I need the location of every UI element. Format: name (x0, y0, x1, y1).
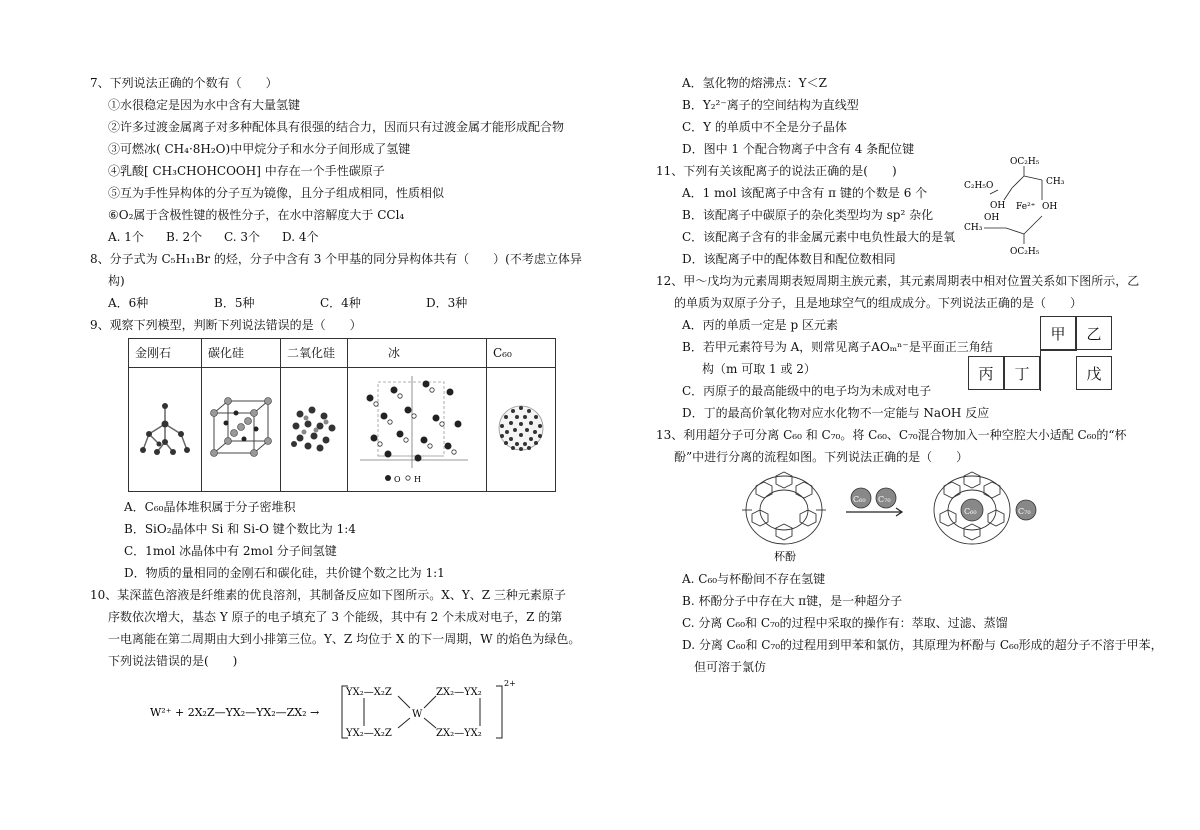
equation-bottom-right: ZX₂—YX₂ (436, 728, 482, 739)
q10-stem-2: 序数依次增大，基态 Y 原子的电子填充了 3 个能级，其中有 2 个未成对电子，Z 的第 (108, 610, 563, 624)
q10-option-a[interactable]: A．氢化物的熔沸点：Y＜Z (682, 76, 827, 90)
q11-option-a[interactable]: A．1 mol 该配离子中含有 π 键的个数是 6 个 (682, 186, 928, 200)
ice-legend-h: H (414, 475, 421, 484)
q12-option-b-cont: 构（m 可取 1 或 2） (702, 362, 816, 376)
q10-reaction-equation (150, 678, 550, 746)
q13-option-a[interactable]: A. C₆₀与杯酚间不存在氢键 (682, 572, 826, 586)
q10-option-b[interactable]: B．Y₂²⁻离子的空间结构为直线型 (682, 98, 859, 112)
q11-option-d[interactable]: D．该配离子中的配体数目和配位数相同 (682, 252, 896, 266)
svg-text:C₇₀: C₇₀ (878, 495, 891, 504)
cell-ding: 丁 (1004, 356, 1040, 390)
header-diamond: 金刚石 (129, 339, 202, 368)
header-sic: 碳化硅 (202, 339, 281, 368)
svg-text:CH₃: CH₃ (964, 223, 983, 233)
c60-model (487, 368, 556, 492)
q13-stem-1: 13、利用超分子可分离 C₆₀ 和 C₇₀。将 C₆₀、C₇₀混合物加入一种空腔大小适配 C₆₀的“杯 (656, 428, 1127, 442)
ice-model (348, 368, 487, 492)
q7-options (90, 226, 560, 248)
svg-text:C₂H₅O: C₂H₅O (964, 181, 994, 191)
q7-option-a[interactable]: A. 1个 (108, 230, 144, 244)
svg-text:Fe²⁺: Fe²⁺ (1016, 202, 1036, 212)
equation-top-left: YX₂—X₂Z (346, 687, 392, 698)
cell-yi: 乙 (1076, 316, 1112, 350)
q7-item-3: ③可燃冰( CH₄·8H₂O)中甲烷分子和水分子间形成了氢键 (108, 142, 411, 156)
q10-stem-3: 一电离能在第二周期由大到小排第三位。Y、Z 均位于 X 的下一周期，W 的焰色为绿色。 (108, 632, 581, 646)
svg-text:OC₂H₅: OC₂H₅ (1010, 247, 1040, 257)
calixarene-caption: 杯酚 (774, 550, 796, 563)
q13-option-b[interactable]: B. 杯酚分子中存在大 π键，是一种超分子 (682, 594, 903, 608)
flow-arrow (846, 508, 902, 516)
q9-option-c[interactable]: C．1mol 冰晶体中有 2mol 分子间氢键 (124, 544, 337, 558)
cell-jia: 甲 (1040, 316, 1076, 350)
equation-top-right: ZX₂—YX₂ (436, 687, 482, 698)
q7-item-2: ②许多过渡金属离子对多种配体具有很强的结合力，因而只有过渡金属才能形成配合物 (108, 120, 565, 134)
svg-text:OH: OH (990, 201, 1006, 211)
equation-charge: 2+ (504, 679, 516, 688)
svg-text:C₇₀: C₇₀ (1018, 507, 1031, 516)
cell-bing: 丙 (968, 356, 1004, 390)
q12-stem-1: 12、甲～戊均为元素周期表短周期主族元素，其元素周期表中相对位置关系如下图所示，乙 (656, 274, 1140, 288)
q7-option-c[interactable]: C. 3个 (224, 230, 261, 244)
q7-item-5: ⑤互为手性异构体的分子互为镜像，且分子组成相同，性质相似 (108, 186, 445, 200)
c60-ball (851, 488, 871, 508)
equation-bottom-left: YX₂—X₂Z (346, 728, 392, 739)
header-sio2: 二氧化硅 (281, 339, 348, 368)
q8-option-d[interactable]: D．3种 (426, 296, 468, 310)
q8-option-b[interactable]: B．5种 (214, 296, 255, 310)
q11-option-b[interactable]: B．该配离子中碳原子的杂化类型均为 sp² 杂化 (682, 208, 934, 222)
sic-model (202, 368, 281, 492)
svg-text:C₆₀: C₆₀ (853, 495, 866, 504)
q8-stem: 8、分子式为 C₅H₁₁Br 的烃，分子中含有 3 个甲基的同分异构体共有（ ）(不考虑立体异 (90, 252, 582, 266)
diamond-model (129, 368, 202, 492)
c70-free (1016, 500, 1036, 520)
q7-item-4: ④乳酸[ CH₃CHOHCOOH] 中存在一个手性碳原子 (108, 164, 385, 178)
q13-option-d-cont: 但可溶于氯仿 (694, 660, 767, 674)
q9-option-b[interactable]: B．SiO₂晶体中 Si 和 Si-O 键个数比为 1:4 (124, 522, 356, 536)
periodic-table-fragment (968, 316, 1116, 392)
calixarene-left (742, 472, 826, 544)
header-ice: 冰 (348, 339, 487, 368)
svg-text:CH₃: CH₃ (1046, 177, 1065, 187)
q8-stem-cont: 构) (108, 274, 125, 288)
q9-option-a[interactable]: A．C₆₀晶体堆积属于分子密堆积 (124, 500, 296, 514)
q10-stem-4: 下列说法错误的是( ) (108, 654, 238, 668)
q9-option-d[interactable]: D．物质的量相同的金刚石和碳化硅，共价键个数之比为 1:1 (124, 566, 445, 580)
q7-item-6: ⑥O₂属于含极性键的极性分子，在水中溶解度大于 CCl₄ (108, 208, 405, 222)
cell-wu: 戊 (1076, 356, 1112, 390)
sic-model-image (208, 395, 274, 461)
equation-lhs: W²⁺ + 2X₂Z—YX₂—YX₂—ZX₂ → (150, 706, 320, 719)
c60-model-image (493, 400, 549, 456)
sio2-model-image (286, 400, 342, 456)
q8-option-a[interactable]: A．6种 (108, 296, 149, 310)
left-column (90, 72, 582, 749)
q7-option-b[interactable]: B. 2个 (166, 230, 203, 244)
q12-option-b[interactable]: B．若甲元素符号为 A，则常见离子AOₘⁿ⁻是平面正三角结 (682, 340, 993, 354)
q8-option-c[interactable]: C．4种 (320, 296, 361, 310)
q12-option-c[interactable]: C．丙原子的最高能级中的电子均为未成对电子 (682, 384, 932, 398)
q7-stem: 7、下列说法正确的个数有（ ） (90, 76, 278, 90)
q13-stem-2: 酚”中进行分离的流程如图。下列说法正确的是（ ） (674, 450, 969, 464)
q9-stem: 9、观察下列模型，判断下列说法错误的是（ ） (90, 318, 362, 332)
q13-option-d[interactable]: D. 分离 C₆₀和 C₇₀的过程用到甲苯和氯仿，其原理为杯酚与 C₆₀形成的超分子不溶于甲苯， (682, 638, 1163, 652)
svg-text:OH: OH (984, 213, 1000, 223)
q11-option-c[interactable]: C．该配离子含有的非金属元素中电负性最大的是氧 (682, 230, 956, 244)
q10-option-d[interactable]: D．图中 1 个配合物离子中含有 4 条配位键 (682, 142, 915, 156)
q10-option-c[interactable]: C．Y 的单质中不全是分子晶体 (682, 120, 847, 134)
q12-stem-2: 的单质为双原子分子，且是地球空气的组成成分。下列说法正确的是（ ） (674, 296, 1083, 310)
diamond-model-image (135, 398, 195, 458)
svg-text:C₆₀: C₆₀ (964, 507, 977, 516)
crystal-model-table (128, 338, 556, 492)
c60-in-cavity (961, 499, 983, 521)
c70-ball (876, 488, 896, 508)
ice-model-image (348, 368, 486, 488)
header-c60: C₆₀ (487, 339, 556, 368)
svg-text:OC₂H₅: OC₂H₅ (1010, 157, 1040, 167)
q7-option-d[interactable]: D. 4个 (282, 230, 319, 244)
q8-options (90, 292, 560, 314)
q12-option-d[interactable]: D．丁的最高价氧化物对应水化物不一定能与 NaOH 反应 (682, 406, 990, 420)
q12-option-a[interactable]: A．丙的单质一定是 p 区元素 (682, 318, 838, 332)
svg-text:OH: OH (1042, 202, 1058, 212)
sio2-model (281, 368, 348, 492)
q7-item-1: ①水很稳定是因为水中含有大量氢键 (108, 98, 301, 112)
q11-stem: 11、下列有关该配离子的说法正确的是( ) (656, 164, 897, 178)
q10-stem-1: 10、某深蓝色溶液是纤维素的优良溶剂，其制备反应如下图所示。X、Y、Z 三种元素原子 (90, 588, 566, 602)
q13-option-c[interactable]: C. 分离 C₆₀和 C₇₀的过程中采取的操作有：萃取、过滤、蒸馏 (682, 616, 1008, 630)
calixarene-separation-figure (656, 468, 1126, 568)
fe-complex-structure (962, 154, 1082, 264)
ice-legend-o: O (394, 475, 401, 484)
equation-center: W (412, 709, 423, 720)
